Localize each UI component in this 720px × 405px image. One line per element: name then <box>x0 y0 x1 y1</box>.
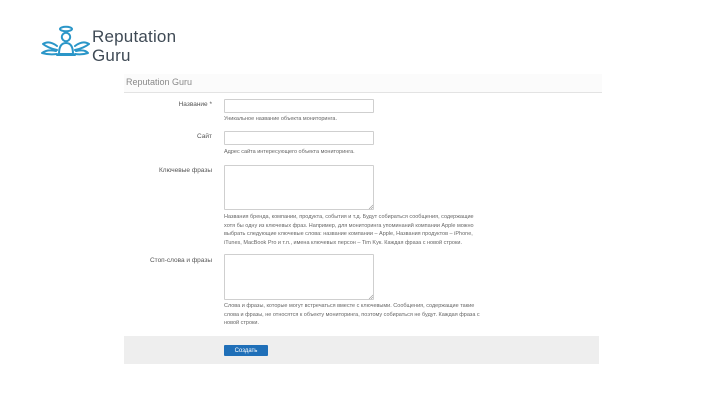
angel-logo-icon <box>40 24 90 68</box>
name-label: Название * <box>178 101 212 108</box>
keywords-help <box>224 213 474 247</box>
panel-header <box>124 74 602 93</box>
name-input[interactable] <box>224 99 374 113</box>
stopwords-label: Стоп-слова и фразы <box>149 257 212 264</box>
form-actions-bar <box>124 336 599 364</box>
keywords-help-line: Названия бренда, компании, продукта, события и т.д. Будут собираться сообщения, содержащие <box>224 214 474 220</box>
keywords-textarea[interactable] <box>224 165 374 210</box>
site-input[interactable] <box>224 131 374 145</box>
stopwords-textarea[interactable] <box>224 254 374 300</box>
brand-name-line2: Guru <box>92 46 131 65</box>
stopwords-help <box>224 302 480 328</box>
brand-logo[interactable] <box>40 24 210 68</box>
name-help: Уникальное название объекта мониторинга. <box>224 116 338 122</box>
keywords-help-line: хотя бы одну из ключевых фраз. Например, для мониторинга упоминаний компании Apple можно <box>224 222 474 229</box>
keywords-help-line: iTunes, MacBook Pro и т.п., имена ключевых персон – Tim Kyк. Каждая фраза с новой строки. <box>224 239 462 246</box>
stopwords-help-line: слова и фразы, не относятся к объекту мониторинга, поэтому собираться не будут. Каждая фраза с <box>224 311 480 318</box>
brand-name <box>92 27 176 65</box>
brand-name-line1: Reputation <box>92 27 177 46</box>
resize-grip-icon[interactable] <box>368 294 373 299</box>
resize-grip-icon[interactable] <box>368 204 373 209</box>
stopwords-help-line: Слова и фразы, которые могут встречаться вместе с ключевыми. Сообщения, содержащие такие <box>224 303 475 309</box>
site-label: Сайт <box>197 133 212 140</box>
panel-title: Reputation Guru <box>126 77 193 87</box>
site-help: Адрес сайта интересующего объекта мониторинга. <box>224 149 355 155</box>
create-button[interactable]: Создать <box>224 345 268 356</box>
stopwords-help-line: новой строки. <box>224 320 260 326</box>
keywords-label: Ключевые фразы <box>158 167 212 174</box>
keywords-help-line: выбрать следующие ключевые слова: название компании – Apple, Названия продуктов – iPhone, <box>224 231 473 237</box>
